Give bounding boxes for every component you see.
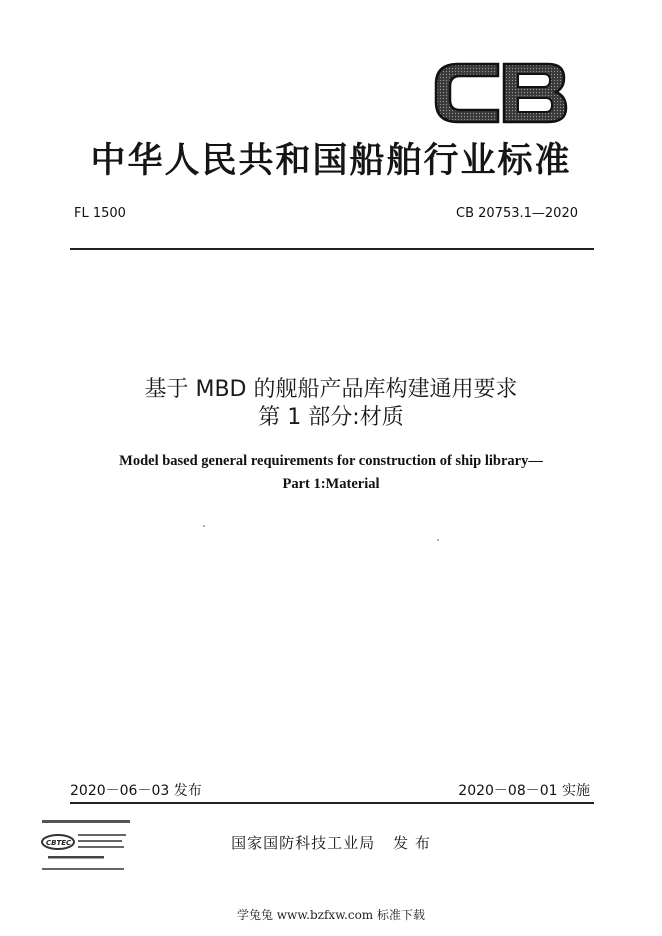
speck bbox=[203, 525, 205, 527]
issue-date: 2020－06－03 发布 bbox=[70, 783, 202, 799]
classification-code: FL 1500 bbox=[74, 206, 126, 221]
cb-logo bbox=[430, 58, 570, 128]
country-standard-title: 中华人民共和国船舶行业标准 bbox=[90, 141, 572, 181]
speck bbox=[437, 539, 439, 541]
implementation-date: 2020－08－01 实施 bbox=[458, 783, 590, 799]
authority-action: 发 布 bbox=[393, 834, 431, 852]
footer-divider bbox=[70, 802, 594, 804]
authority-name: 国家国防科技工业局 bbox=[231, 834, 376, 852]
header-divider bbox=[70, 248, 594, 250]
title-en-line2: Part 1:Material bbox=[282, 476, 380, 492]
title-en-line1: Model based general requirements for construction of ship library— bbox=[119, 453, 543, 469]
title-cn-line2: 第 1 部分:材质 bbox=[258, 405, 404, 430]
download-footer: 学兔兔 www.bzfxw.com 标准下载 bbox=[236, 908, 426, 922]
issuing-authority bbox=[0, 832, 662, 853]
standard-number: CB 20753.1—2020 bbox=[456, 206, 578, 221]
title-cn-line1: 基于 MBD 的舰船产品库构建通用要求 bbox=[144, 377, 518, 402]
svg-text:CBTEC: CBTEC bbox=[46, 839, 72, 847]
